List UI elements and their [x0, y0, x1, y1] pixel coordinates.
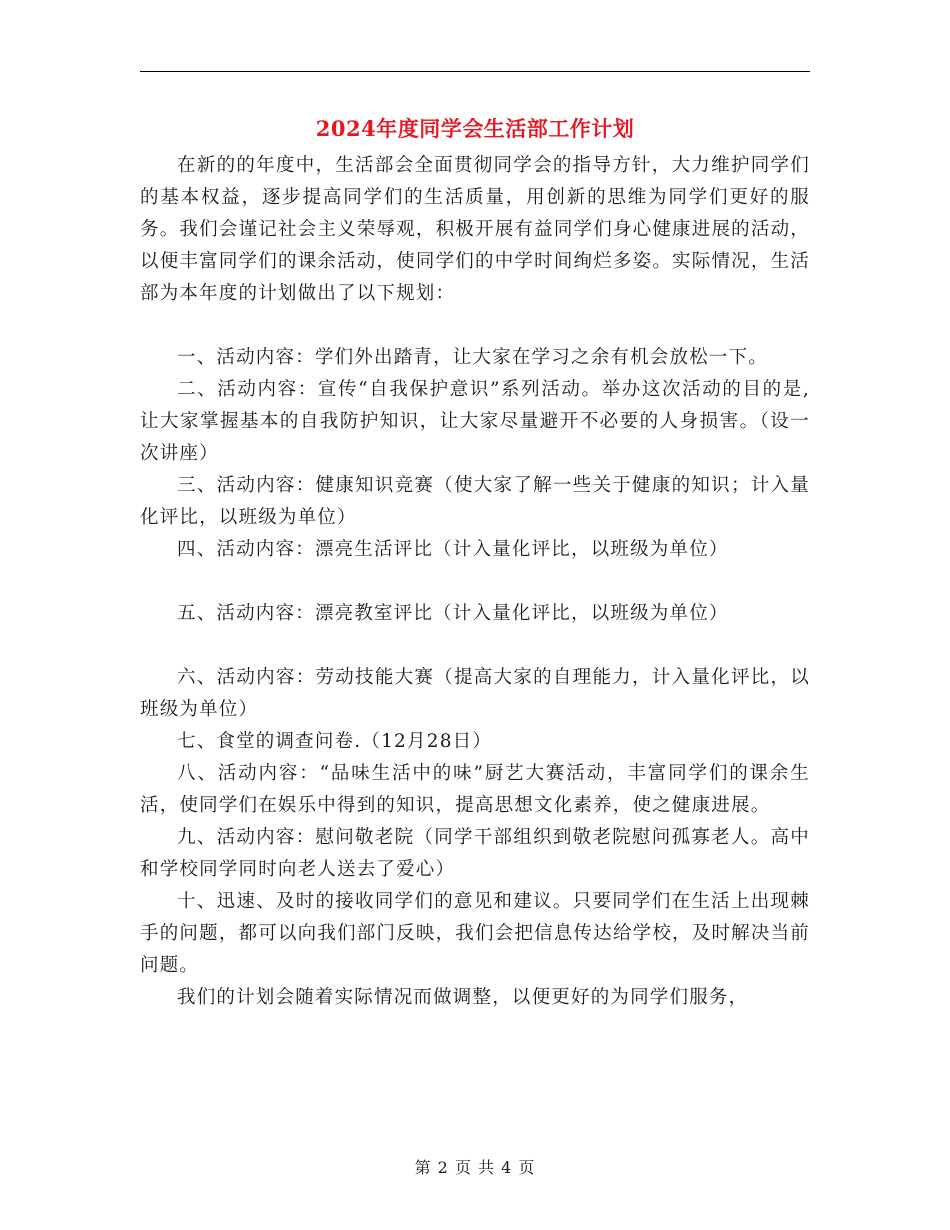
- closing-paragraph: 我们的计划会随着实际情况而做调整，以便更好的为同学们服务，: [177, 987, 749, 1008]
- document-title: 2024年度同学会生活部工作计划: [315, 116, 635, 141]
- plan-item-5: 五、活动内容：漂亮教室评比（计入量化评比，以班级为单位）: [177, 603, 729, 624]
- plan-item-7: 七、食堂的调查问卷.（12月28日）: [177, 731, 493, 752]
- plan-item-4: 四、活动内容：漂亮生活评比（计入量化评比，以班级为单位）: [177, 539, 729, 560]
- header-rule: [140, 71, 810, 72]
- document-body: [140, 150, 810, 1014]
- plan-item-10: 十、迅速、及时的接收同学们的意见和建议。只要同学们在生活上出现棘手的问题，都可以向我们部门反映，我们会把信息传达给学校，及时解决当前问题。: [140, 891, 810, 976]
- plan-item-1: 一、活动内容：学们外出踏青，让大家在学习之余有机会放松一下。: [177, 347, 769, 368]
- plan-item-2: 二、活动内容：宣传“自我保护意识”系列活动。举办这次活动的目的是,让大家掌握基本的自我防护知识，让大家尽量避开不必要的人身损害。（设一次讲座）: [140, 379, 810, 464]
- plan-item-9: 九、活动内容：慰问敬老院（同学干部组织到敬老院慰问孤寡老人。高中和学校同学同时向老人送去了爱心）: [140, 827, 810, 880]
- page-number-footer: 第 2 页 共 4 页: [414, 1158, 536, 1177]
- plan-item-6: 六、活动内容：劳动技能大赛（提高大家的自理能力，计入量化评比，以班级为单位）: [140, 667, 810, 720]
- plan-item-8: 八、活动内容：“品味生活中的味”厨艺大赛活动，丰富同学们的课余生活，使同学们在娱乐中得到的知识，提高思想文化素养，使之健康进展。: [140, 763, 810, 816]
- plan-item-3: 三、活动内容：健康知识竞赛（使大家了解一些关于健康的知识；计入量化评比，以班级为单位）: [140, 475, 810, 528]
- intro-paragraph: 在新的的年度中，生活部会全面贯彻同学会的指导方针，大力维护同学们的基本权益，逐步提高同学们的生活质量，用创新的思维为同学们更好的服务。我们会谨记社会主义荣辱观，积极开展有益同学们身心健康进展的活动，以便丰富同学们的课余活动，使同学们的中学时间绚烂多姿。实际情况，生活部为本年度的计划做出了以下规划：: [140, 155, 810, 304]
